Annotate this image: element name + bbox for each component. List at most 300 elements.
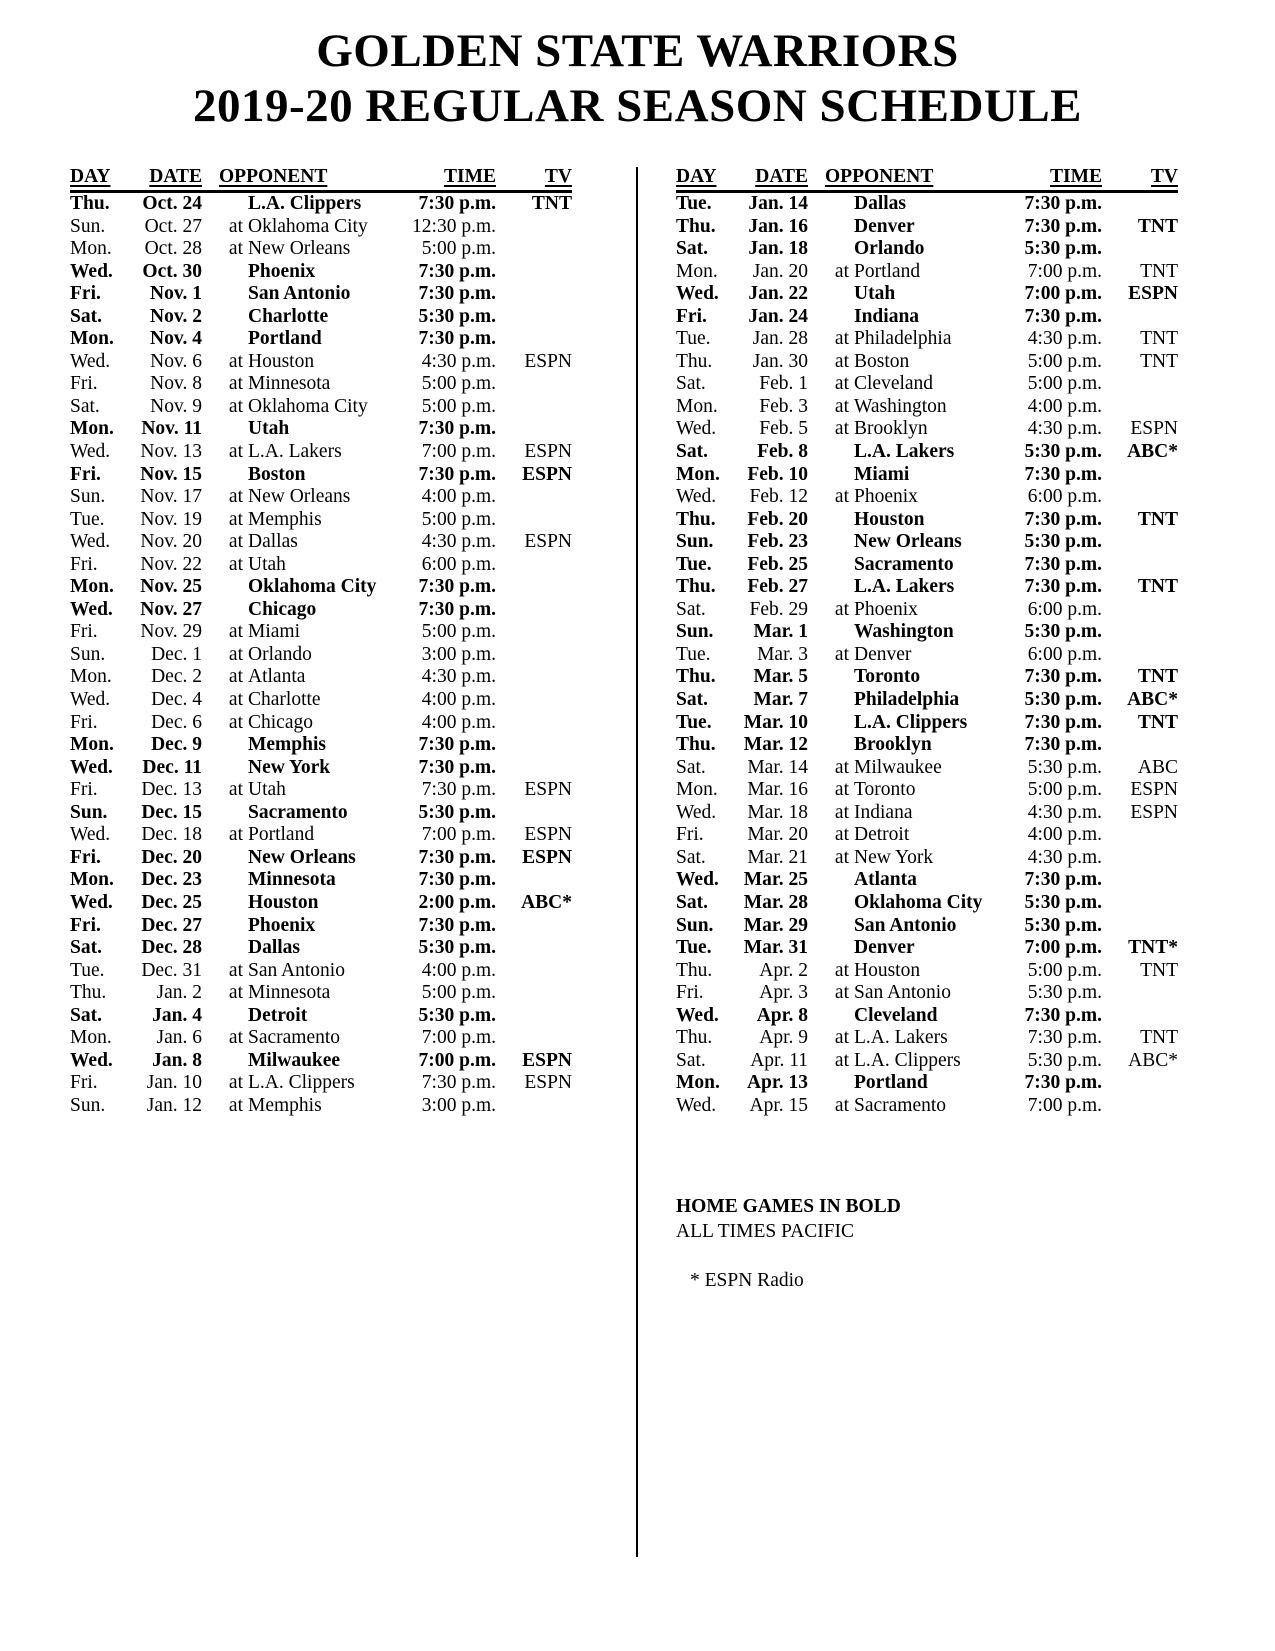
time-cell: 4:00 p.m.: [1027, 824, 1102, 846]
at-cell: at: [228, 959, 243, 981]
game-row: [676, 824, 1178, 847]
tv-cell: ESPN: [522, 846, 572, 868]
time-cell: 5:00 p.m.: [1027, 373, 1102, 395]
time-cell: 7:30 p.m.: [1024, 1072, 1102, 1094]
date-cell: Nov. 17: [140, 486, 202, 508]
day-cell: Wed.: [70, 531, 111, 553]
tv-cell: TNT: [1140, 350, 1178, 372]
day-cell: Mon.: [676, 463, 720, 485]
game-row: [676, 847, 1178, 870]
date-cell: Oct. 28: [144, 238, 202, 260]
time-cell: 7:30 p.m.: [1024, 711, 1102, 733]
tv-cell: TNT: [1140, 260, 1178, 282]
opponent-cell: Toronto: [854, 779, 916, 801]
date-cell: Apr. 8: [756, 1004, 808, 1026]
day-cell: Wed.: [676, 1094, 717, 1116]
date-cell: Nov. 2: [149, 305, 202, 327]
date-cell: Mar. 7: [753, 689, 808, 711]
day-cell: Sat.: [70, 937, 102, 959]
opponent-cell: Oklahoma City: [248, 576, 377, 598]
date-cell: Mar. 12: [743, 734, 808, 756]
game-row: [70, 193, 572, 216]
at-cell: at: [228, 395, 243, 417]
at-cell: at: [834, 1094, 849, 1116]
time-cell: 5:00 p.m.: [421, 373, 496, 395]
date-cell: Feb. 5: [759, 418, 808, 440]
opponent-cell: Utah: [248, 418, 290, 440]
time-cell: 5:30 p.m.: [1027, 1049, 1102, 1071]
opponent-cell: Chicago: [248, 598, 317, 620]
tv-cell: ESPN: [522, 463, 572, 485]
column-divider: [636, 167, 638, 1557]
game-row: [70, 712, 572, 735]
home-games-note: HOME GAMES IN BOLD: [676, 1196, 901, 1217]
game-row: [70, 779, 572, 802]
time-cell: 7:30 p.m.: [418, 734, 496, 756]
day-cell: Wed.: [70, 891, 113, 913]
opponent-cell: Denver: [854, 937, 915, 959]
day-cell: Fri.: [70, 373, 98, 395]
tv-cell: ESPN: [1130, 779, 1178, 801]
game-row: [70, 238, 572, 261]
game-row: [676, 441, 1178, 464]
opponent-cell: Dallas: [248, 531, 298, 553]
opponent-cell: Miami: [248, 621, 300, 643]
opponent-cell: Toronto: [854, 666, 921, 688]
day-cell: Mon.: [70, 734, 114, 756]
opponent-cell: Orlando: [854, 238, 925, 260]
opponent-cell: San Antonio: [854, 982, 951, 1004]
date-cell: Mar. 1: [753, 621, 808, 643]
day-cell: Sat.: [676, 598, 706, 620]
day-cell: Thu.: [676, 508, 716, 530]
tv-cell: TNT: [1140, 1027, 1178, 1049]
day-cell: Fri.: [676, 824, 704, 846]
game-row: [676, 238, 1178, 261]
game-row: [70, 373, 572, 396]
opponent-cell: Portland: [248, 328, 322, 350]
day-cell: Mon.: [70, 576, 114, 598]
opponent-cell: Atlanta: [248, 666, 306, 688]
tv-cell: ESPN: [524, 1072, 572, 1094]
time-cell: 7:30 p.m.: [1024, 193, 1102, 214]
day-cell: Thu.: [676, 350, 713, 372]
opponent-cell: Houston: [248, 350, 315, 372]
day-cell: Sun.: [676, 914, 714, 936]
date-cell: Mar. 21: [747, 846, 808, 868]
opponent-cell: Washington: [854, 621, 954, 643]
at-cell: at: [228, 508, 243, 530]
date-cell: Jan. 22: [748, 283, 808, 305]
day-cell: Mon.: [676, 260, 718, 282]
opponent-cell: New Orleans: [248, 238, 351, 260]
date-cell: Dec. 18: [141, 824, 202, 846]
game-row: [676, 802, 1178, 825]
opponent-cell: New York: [248, 756, 331, 778]
table-header-row: [676, 166, 1178, 193]
opponent-cell: Indiana: [854, 305, 920, 327]
time-cell: 2:00 p.m.: [418, 891, 496, 913]
time-cell: 4:30 p.m.: [1027, 801, 1102, 823]
opponent-cell: Brooklyn: [854, 418, 928, 440]
date-cell: Dec. 1: [151, 643, 202, 665]
date-cell: Jan. 4: [152, 1004, 202, 1026]
date-cell: Nov. 15: [140, 463, 202, 485]
game-row: [70, 982, 572, 1005]
time-cell: 5:30 p.m.: [1024, 914, 1102, 936]
game-row: [70, 216, 572, 239]
day-cell: Fri.: [70, 779, 98, 801]
day-cell: Fri.: [676, 982, 704, 1004]
game-row: [676, 915, 1178, 938]
time-cell: 7:30 p.m.: [1024, 553, 1102, 575]
date-cell: Dec. 20: [141, 846, 202, 868]
day-cell: Tue.: [70, 959, 105, 981]
game-row: [70, 892, 572, 915]
opponent-cell: Orlando: [248, 643, 312, 665]
opponent-cell: L.A. Clippers: [248, 193, 362, 214]
day-cell: Sun.: [70, 643, 106, 665]
opponent-cell: Indiana: [854, 801, 913, 823]
game-row: [676, 779, 1178, 802]
day-cell: Thu.: [70, 982, 107, 1004]
opponent-cell: Memphis: [248, 734, 326, 756]
date-cell: Jan. 6: [156, 1027, 202, 1049]
time-cell: 7:00 p.m.: [418, 1049, 496, 1071]
game-row: [70, 486, 572, 509]
game-row: [676, 464, 1178, 487]
tv-cell: ESPN: [1130, 801, 1178, 823]
opponent-cell: Philadelphia: [854, 689, 960, 711]
date-cell: Apr. 9: [759, 1027, 808, 1049]
date-cell: Mar. 31: [743, 937, 808, 959]
game-row: [676, 351, 1178, 374]
game-row: [676, 261, 1178, 284]
at-cell: at: [228, 824, 243, 846]
opponent-cell: L.A. Lakers: [854, 576, 955, 598]
day-cell: Mon.: [70, 869, 114, 891]
time-cell: 7:30 p.m.: [418, 576, 496, 598]
day-cell: Sat.: [70, 1004, 102, 1026]
date-cell: Dec. 11: [142, 756, 202, 778]
date-cell: Mar. 29: [743, 914, 808, 936]
at-cell: at: [834, 486, 849, 508]
day-cell: Sat.: [676, 891, 708, 913]
time-cell: 12:30 p.m.: [412, 215, 496, 237]
date-cell: Jan. 18: [748, 238, 808, 260]
date-cell: Nov. 13: [140, 441, 202, 463]
opponent-cell: New Orleans: [248, 846, 356, 868]
at-cell: at: [228, 1072, 243, 1094]
day-cell: Sat.: [676, 441, 708, 463]
date-cell: Feb. 29: [749, 598, 808, 620]
game-row: [676, 509, 1178, 532]
time-cell: 7:30 p.m.: [1024, 463, 1102, 485]
time-cell: 7:30 p.m.: [418, 869, 496, 891]
time-cell: 5:30 p.m.: [1027, 982, 1102, 1004]
time-cell: 6:00 p.m.: [421, 553, 496, 575]
time-cell: 7:30 p.m.: [1024, 869, 1102, 891]
opponent-cell: New Orleans: [248, 486, 351, 508]
time-cell: 7:30 p.m.: [418, 598, 496, 620]
opponent-cell: Atlanta: [854, 869, 917, 891]
opponent-cell: Portland: [854, 260, 921, 282]
column-header-day: DAY: [70, 166, 111, 187]
day-cell: Wed.: [70, 350, 111, 372]
time-cell: 5:30 p.m.: [418, 305, 496, 327]
tv-cell: ABC*: [1127, 441, 1178, 463]
time-cell: 4:30 p.m.: [421, 666, 496, 688]
at-cell: at: [228, 350, 243, 372]
date-cell: Mar. 18: [747, 801, 808, 823]
tv-cell: ABC*: [1128, 1049, 1178, 1071]
date-cell: Oct. 24: [142, 193, 202, 214]
day-cell: Thu.: [676, 666, 716, 688]
date-cell: Nov. 1: [149, 283, 202, 305]
game-row: [70, 576, 572, 599]
at-cell: at: [834, 1027, 849, 1049]
tv-cell: ESPN: [524, 350, 572, 372]
time-cell: 5:00 p.m.: [421, 395, 496, 417]
at-cell: at: [228, 779, 243, 801]
time-cell: 7:30 p.m.: [418, 463, 496, 485]
time-cell: 3:00 p.m.: [421, 643, 496, 665]
opponent-cell: Utah: [248, 779, 286, 801]
time-cell: 5:00 p.m.: [421, 238, 496, 260]
game-row: [70, 824, 572, 847]
at-cell: at: [834, 982, 849, 1004]
time-cell: 7:00 p.m.: [421, 824, 496, 846]
opponent-cell: Washington: [854, 395, 947, 417]
date-cell: Dec. 4: [151, 689, 202, 711]
date-cell: Mar. 28: [743, 891, 808, 913]
date-cell: Oct. 27: [144, 215, 202, 237]
day-cell: Fri.: [70, 463, 101, 485]
at-cell: at: [834, 846, 849, 868]
column-header-day: DAY: [676, 166, 717, 187]
at-cell: at: [228, 982, 243, 1004]
date-cell: Jan. 28: [752, 328, 808, 350]
opponent-cell: Memphis: [248, 508, 322, 530]
tv-cell: ESPN: [524, 441, 572, 463]
column-header-tv: TV: [1150, 166, 1178, 187]
time-cell: 4:30 p.m.: [1027, 846, 1102, 868]
time-cell: 7:00 p.m.: [1024, 937, 1102, 959]
game-row: [676, 554, 1178, 577]
at-cell: at: [228, 486, 243, 508]
day-cell: Wed.: [70, 756, 113, 778]
date-cell: Jan. 8: [152, 1049, 202, 1071]
date-cell: Feb. 3: [759, 395, 808, 417]
tv-cell: ESPN: [1130, 418, 1178, 440]
date-cell: Jan. 16: [748, 215, 808, 237]
game-row: [70, 757, 572, 780]
game-row: [70, 869, 572, 892]
time-cell: 7:00 p.m.: [1027, 1094, 1102, 1116]
game-row: [70, 1005, 572, 1028]
opponent-cell: New Orleans: [854, 531, 962, 553]
opponent-cell: San Antonio: [248, 959, 345, 981]
time-cell: 7:30 p.m.: [418, 260, 496, 282]
at-cell: at: [834, 801, 849, 823]
date-cell: Nov. 8: [150, 373, 202, 395]
game-row: [676, 418, 1178, 441]
day-cell: Wed.: [70, 260, 113, 282]
day-cell: Fri.: [70, 711, 98, 733]
opponent-cell: L.A. Clippers: [854, 711, 968, 733]
day-cell: Tue.: [676, 193, 712, 214]
time-cell: 7:00 p.m.: [421, 1027, 496, 1049]
game-row: [70, 644, 572, 667]
opponent-cell: Miami: [854, 463, 910, 485]
day-cell: Sat.: [676, 1049, 706, 1071]
date-cell: Apr. 15: [749, 1094, 808, 1116]
day-cell: Sat.: [676, 689, 708, 711]
opponent-cell: Sacramento: [854, 1094, 947, 1116]
time-cell: 5:30 p.m.: [1024, 621, 1102, 643]
day-cell: Tue.: [676, 937, 712, 959]
at-cell: at: [228, 666, 243, 688]
at-cell: at: [834, 395, 849, 417]
date-cell: Feb. 12: [749, 486, 808, 508]
day-cell: Wed.: [70, 689, 111, 711]
time-cell: 4:30 p.m.: [421, 531, 496, 553]
opponent-cell: Houston: [854, 959, 921, 981]
time-cell: 4:30 p.m.: [1027, 328, 1102, 350]
game-row: [70, 261, 572, 284]
time-cell: 4:30 p.m.: [421, 350, 496, 372]
time-cell: 4:00 p.m.: [421, 689, 496, 711]
games-list-right: [676, 193, 1178, 1117]
opponent-cell: Sacramento: [248, 1027, 341, 1049]
time-cell: 7:00 p.m.: [421, 441, 496, 463]
at-cell: at: [834, 598, 849, 620]
date-cell: Nov. 22: [140, 553, 202, 575]
opponent-cell: Dallas: [248, 937, 301, 959]
column-header-opponent: OPPONENT: [825, 166, 934, 187]
game-row: [70, 328, 572, 351]
date-cell: Nov. 25: [140, 576, 202, 598]
tv-cell: TNT: [531, 193, 572, 214]
date-cell: Oct. 30: [142, 260, 202, 282]
opponent-cell: L.A. Clippers: [248, 1072, 355, 1094]
day-cell: Sat.: [70, 305, 102, 327]
day-cell: Tue.: [676, 643, 711, 665]
opponent-cell: Phoenix: [248, 914, 316, 936]
game-row: [70, 802, 572, 825]
at-cell: at: [228, 441, 243, 463]
time-cell: 7:30 p.m.: [418, 914, 496, 936]
column-header-time: TIME: [443, 166, 496, 187]
day-cell: Mon.: [70, 666, 112, 688]
at-cell: at: [228, 373, 243, 395]
game-row: [70, 915, 572, 938]
game-row: [70, 1095, 572, 1118]
opponent-cell: Detroit: [248, 1004, 308, 1026]
day-cell: Thu.: [70, 193, 110, 214]
time-cell: 7:00 p.m.: [1024, 283, 1102, 305]
column-header-tv: TV: [544, 166, 572, 187]
opponent-cell: Utah: [248, 553, 286, 575]
game-row: [676, 734, 1178, 757]
date-cell: Nov. 11: [141, 418, 202, 440]
time-cell: 5:00 p.m.: [421, 508, 496, 530]
opponent-cell: Philadelphia: [854, 328, 952, 350]
day-cell: Wed.: [676, 283, 719, 305]
opponent-cell: Boston: [248, 463, 306, 485]
time-cell: 5:00 p.m.: [421, 621, 496, 643]
game-row: [70, 464, 572, 487]
day-cell: Thu.: [676, 734, 716, 756]
game-row: [676, 531, 1178, 554]
tv-cell: ABC: [1137, 756, 1178, 778]
at-cell: at: [834, 643, 849, 665]
day-cell: Sat.: [70, 395, 100, 417]
game-row: [70, 937, 572, 960]
time-cell: 7:30 p.m.: [1024, 666, 1102, 688]
date-cell: Apr. 3: [759, 982, 808, 1004]
date-cell: Apr. 2: [759, 959, 808, 981]
opponent-cell: Chicago: [248, 711, 313, 733]
opponent-cell: Portland: [248, 824, 315, 846]
date-cell: Feb. 10: [747, 463, 808, 485]
game-row: [70, 283, 572, 306]
opponent-cell: Utah: [854, 283, 896, 305]
opponent-cell: Charlotte: [248, 305, 329, 327]
date-cell: Feb. 23: [747, 531, 808, 553]
date-cell: Nov. 20: [140, 531, 202, 553]
footer-notes: [676, 1194, 901, 1293]
opponent-cell: New York: [854, 846, 934, 868]
espn-radio-note: * ESPN Radio: [690, 1270, 804, 1291]
game-row: [676, 328, 1178, 351]
date-cell: Jan. 12: [146, 1094, 202, 1116]
game-row: [70, 418, 572, 441]
opponent-cell: San Antonio: [854, 914, 957, 936]
time-cell: 7:30 p.m.: [1024, 215, 1102, 237]
time-cell: 3:00 p.m.: [421, 1094, 496, 1116]
game-row: [70, 734, 572, 757]
day-cell: Thu.: [676, 215, 716, 237]
game-row: [676, 396, 1178, 419]
time-cell: 5:30 p.m.: [418, 801, 496, 823]
day-cell: Thu.: [676, 959, 713, 981]
tv-cell: ESPN: [1128, 283, 1178, 305]
date-cell: Dec. 31: [141, 959, 202, 981]
day-cell: Tue.: [676, 711, 712, 733]
day-cell: Fri.: [70, 914, 101, 936]
game-row: [70, 351, 572, 374]
day-cell: Tue.: [676, 553, 712, 575]
at-cell: at: [834, 824, 849, 846]
day-cell: Wed.: [676, 869, 719, 891]
opponent-cell: Phoenix: [854, 486, 918, 508]
at-cell: at: [228, 1094, 243, 1116]
game-row: [676, 486, 1178, 509]
time-cell: 4:30 p.m.: [1027, 418, 1102, 440]
time-cell: 7:00 p.m.: [1027, 260, 1102, 282]
opponent-cell: Milwaukee: [854, 756, 942, 778]
game-row: [676, 869, 1178, 892]
time-cell: 5:30 p.m.: [1027, 756, 1102, 778]
date-cell: Nov. 27: [140, 598, 202, 620]
date-cell: Dec. 23: [141, 869, 202, 891]
day-cell: Wed.: [70, 1049, 113, 1071]
game-row: [676, 712, 1178, 735]
at-cell: at: [228, 643, 243, 665]
time-cell: 7:30 p.m.: [1024, 305, 1102, 327]
day-cell: Sun.: [676, 621, 714, 643]
